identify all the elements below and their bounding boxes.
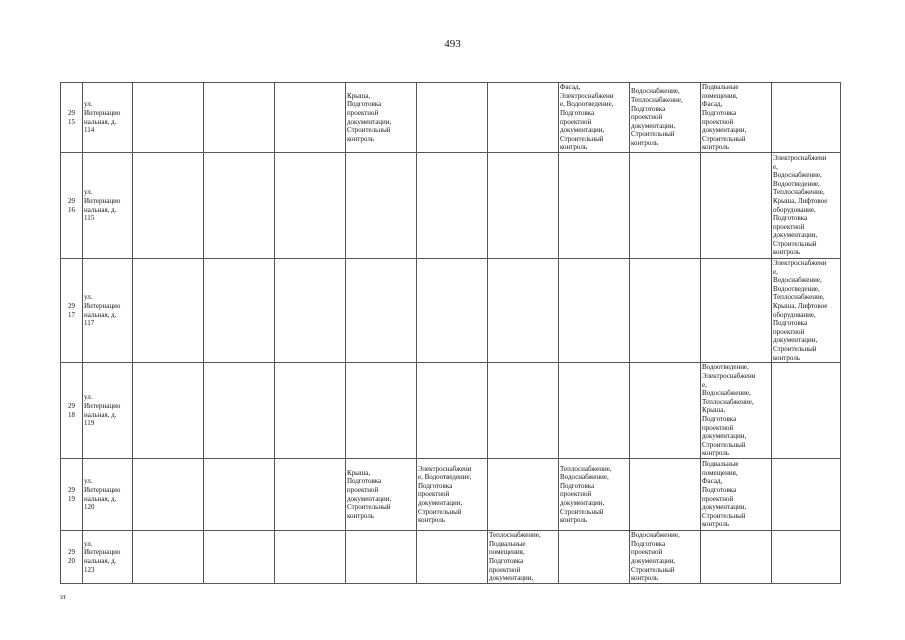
work-cell <box>346 531 417 584</box>
work-cell <box>275 363 346 459</box>
work-cell <box>417 531 488 584</box>
work-cell <box>204 83 275 153</box>
row-number: 29 20 <box>61 531 83 584</box>
address-cell: ул. Интернацио нальная, д. 117 <box>83 259 133 363</box>
work-cell <box>488 83 559 153</box>
table-row <box>61 459 841 531</box>
work-cell <box>275 531 346 584</box>
work-cell <box>559 153 630 259</box>
work-cell: Электроснабжени е, Водоснабжение, Водоотведение, Теплоснабжение, Крыша, Лифтовое оборудование, Подготовка проектной документации, Строительный контроль <box>772 259 841 363</box>
work-cell <box>559 363 630 459</box>
table-row <box>61 259 841 363</box>
work-cell <box>772 363 841 459</box>
work-cell: Крыша, Подготовка проектной документации, Строительный контроль <box>346 459 417 531</box>
work-cell <box>701 259 772 363</box>
row-number: 29 17 <box>61 259 83 363</box>
row-number: 29 15 <box>61 83 83 153</box>
work-cell <box>275 259 346 363</box>
table-row <box>61 363 841 459</box>
work-cell <box>133 153 204 259</box>
table-row <box>61 531 841 584</box>
work-cell <box>346 259 417 363</box>
table-row <box>61 153 841 259</box>
work-cell <box>275 83 346 153</box>
work-cell: Водоснабжение, Теплоснабжение, Подготовка проектной документации, Строительный контроль <box>630 83 701 153</box>
work-cell <box>204 531 275 584</box>
work-cell <box>701 531 772 584</box>
work-cell <box>772 83 841 153</box>
work-cell <box>133 259 204 363</box>
work-cell: Подвальные помещения, Фасад, Подготовка проектной документации, Строительный контроль <box>701 459 772 531</box>
work-cell <box>417 363 488 459</box>
work-cell <box>346 153 417 259</box>
work-cell <box>417 153 488 259</box>
work-cell: Электроснабжени е, Водоотведение, Подготовка проектной документации, Строительный контроль <box>417 459 488 531</box>
work-cell <box>275 153 346 259</box>
work-cell <box>630 259 701 363</box>
work-cell <box>204 363 275 459</box>
work-cell <box>204 153 275 259</box>
table-row <box>61 83 841 153</box>
capital-repair-table <box>60 82 841 584</box>
work-cell: Теплоснабжение, Водоснабжение, Подготовка проектной документации, Строительный контроль <box>559 459 630 531</box>
work-cell <box>488 363 559 459</box>
footer-mark: зт <box>60 593 66 601</box>
work-cell <box>701 153 772 259</box>
address-cell: ул. Интернацио нальная, д. 119 <box>83 363 133 459</box>
work-cell <box>772 531 841 584</box>
work-cell <box>133 83 204 153</box>
work-cell <box>559 531 630 584</box>
work-cell: Подвальные помещения, Фасад, Подготовка проектной документации, Строительный контроль <box>701 83 772 153</box>
work-cell <box>133 531 204 584</box>
work-cell <box>488 153 559 259</box>
work-cell <box>488 259 559 363</box>
work-cell <box>204 259 275 363</box>
row-number: 29 18 <box>61 363 83 459</box>
work-cell <box>133 459 204 531</box>
work-cell <box>630 459 701 531</box>
work-cell <box>133 363 204 459</box>
work-cell: Водоотведение, Электроснабжени е, Водоснабжение, Теплоснабжение, Крыша, Подготовка проектной документации, Строительный контроль <box>701 363 772 459</box>
work-cell <box>488 459 559 531</box>
work-cell: Электроснабжени е, Водоснабжение, Водоотведение, Теплоснабжение, Крыша, Лифтовое оборудование, Подготовка проектной документации, Строительный контроль <box>772 153 841 259</box>
work-cell <box>417 83 488 153</box>
page-number: 493 <box>444 38 461 50</box>
address-cell: ул. Интернацио нальная, д. 115 <box>83 153 133 259</box>
address-cell: ул. Интернацио нальная, д. 120 <box>83 459 133 531</box>
work-cell <box>346 363 417 459</box>
table-body <box>61 83 841 584</box>
work-cell <box>559 259 630 363</box>
work-cell: Фасад, Электроснабжени е, Водоотведение, Подготовка проектной документации, Строительный контроль <box>559 83 630 153</box>
address-cell: ул. Интернацио нальная, д. 114 <box>83 83 133 153</box>
work-cell: Теплоснабжение, Подвальные помещения, Подготовка проектной документации, <box>488 531 559 584</box>
work-cell <box>204 459 275 531</box>
work-cell <box>630 153 701 259</box>
row-number: 29 19 <box>61 459 83 531</box>
work-cell: Крыша, Подготовка проектной документации, Строительный контроль <box>346 83 417 153</box>
work-cell <box>630 363 701 459</box>
work-cell <box>417 259 488 363</box>
work-cell <box>772 459 841 531</box>
row-number: 29 16 <box>61 153 83 259</box>
work-cell <box>275 459 346 531</box>
address-cell: ул. Интернацио нальная, д. 123 <box>83 531 133 584</box>
work-cell: Водоснабжение, Подготовка проектной документации, Строительный контроль <box>630 531 701 584</box>
